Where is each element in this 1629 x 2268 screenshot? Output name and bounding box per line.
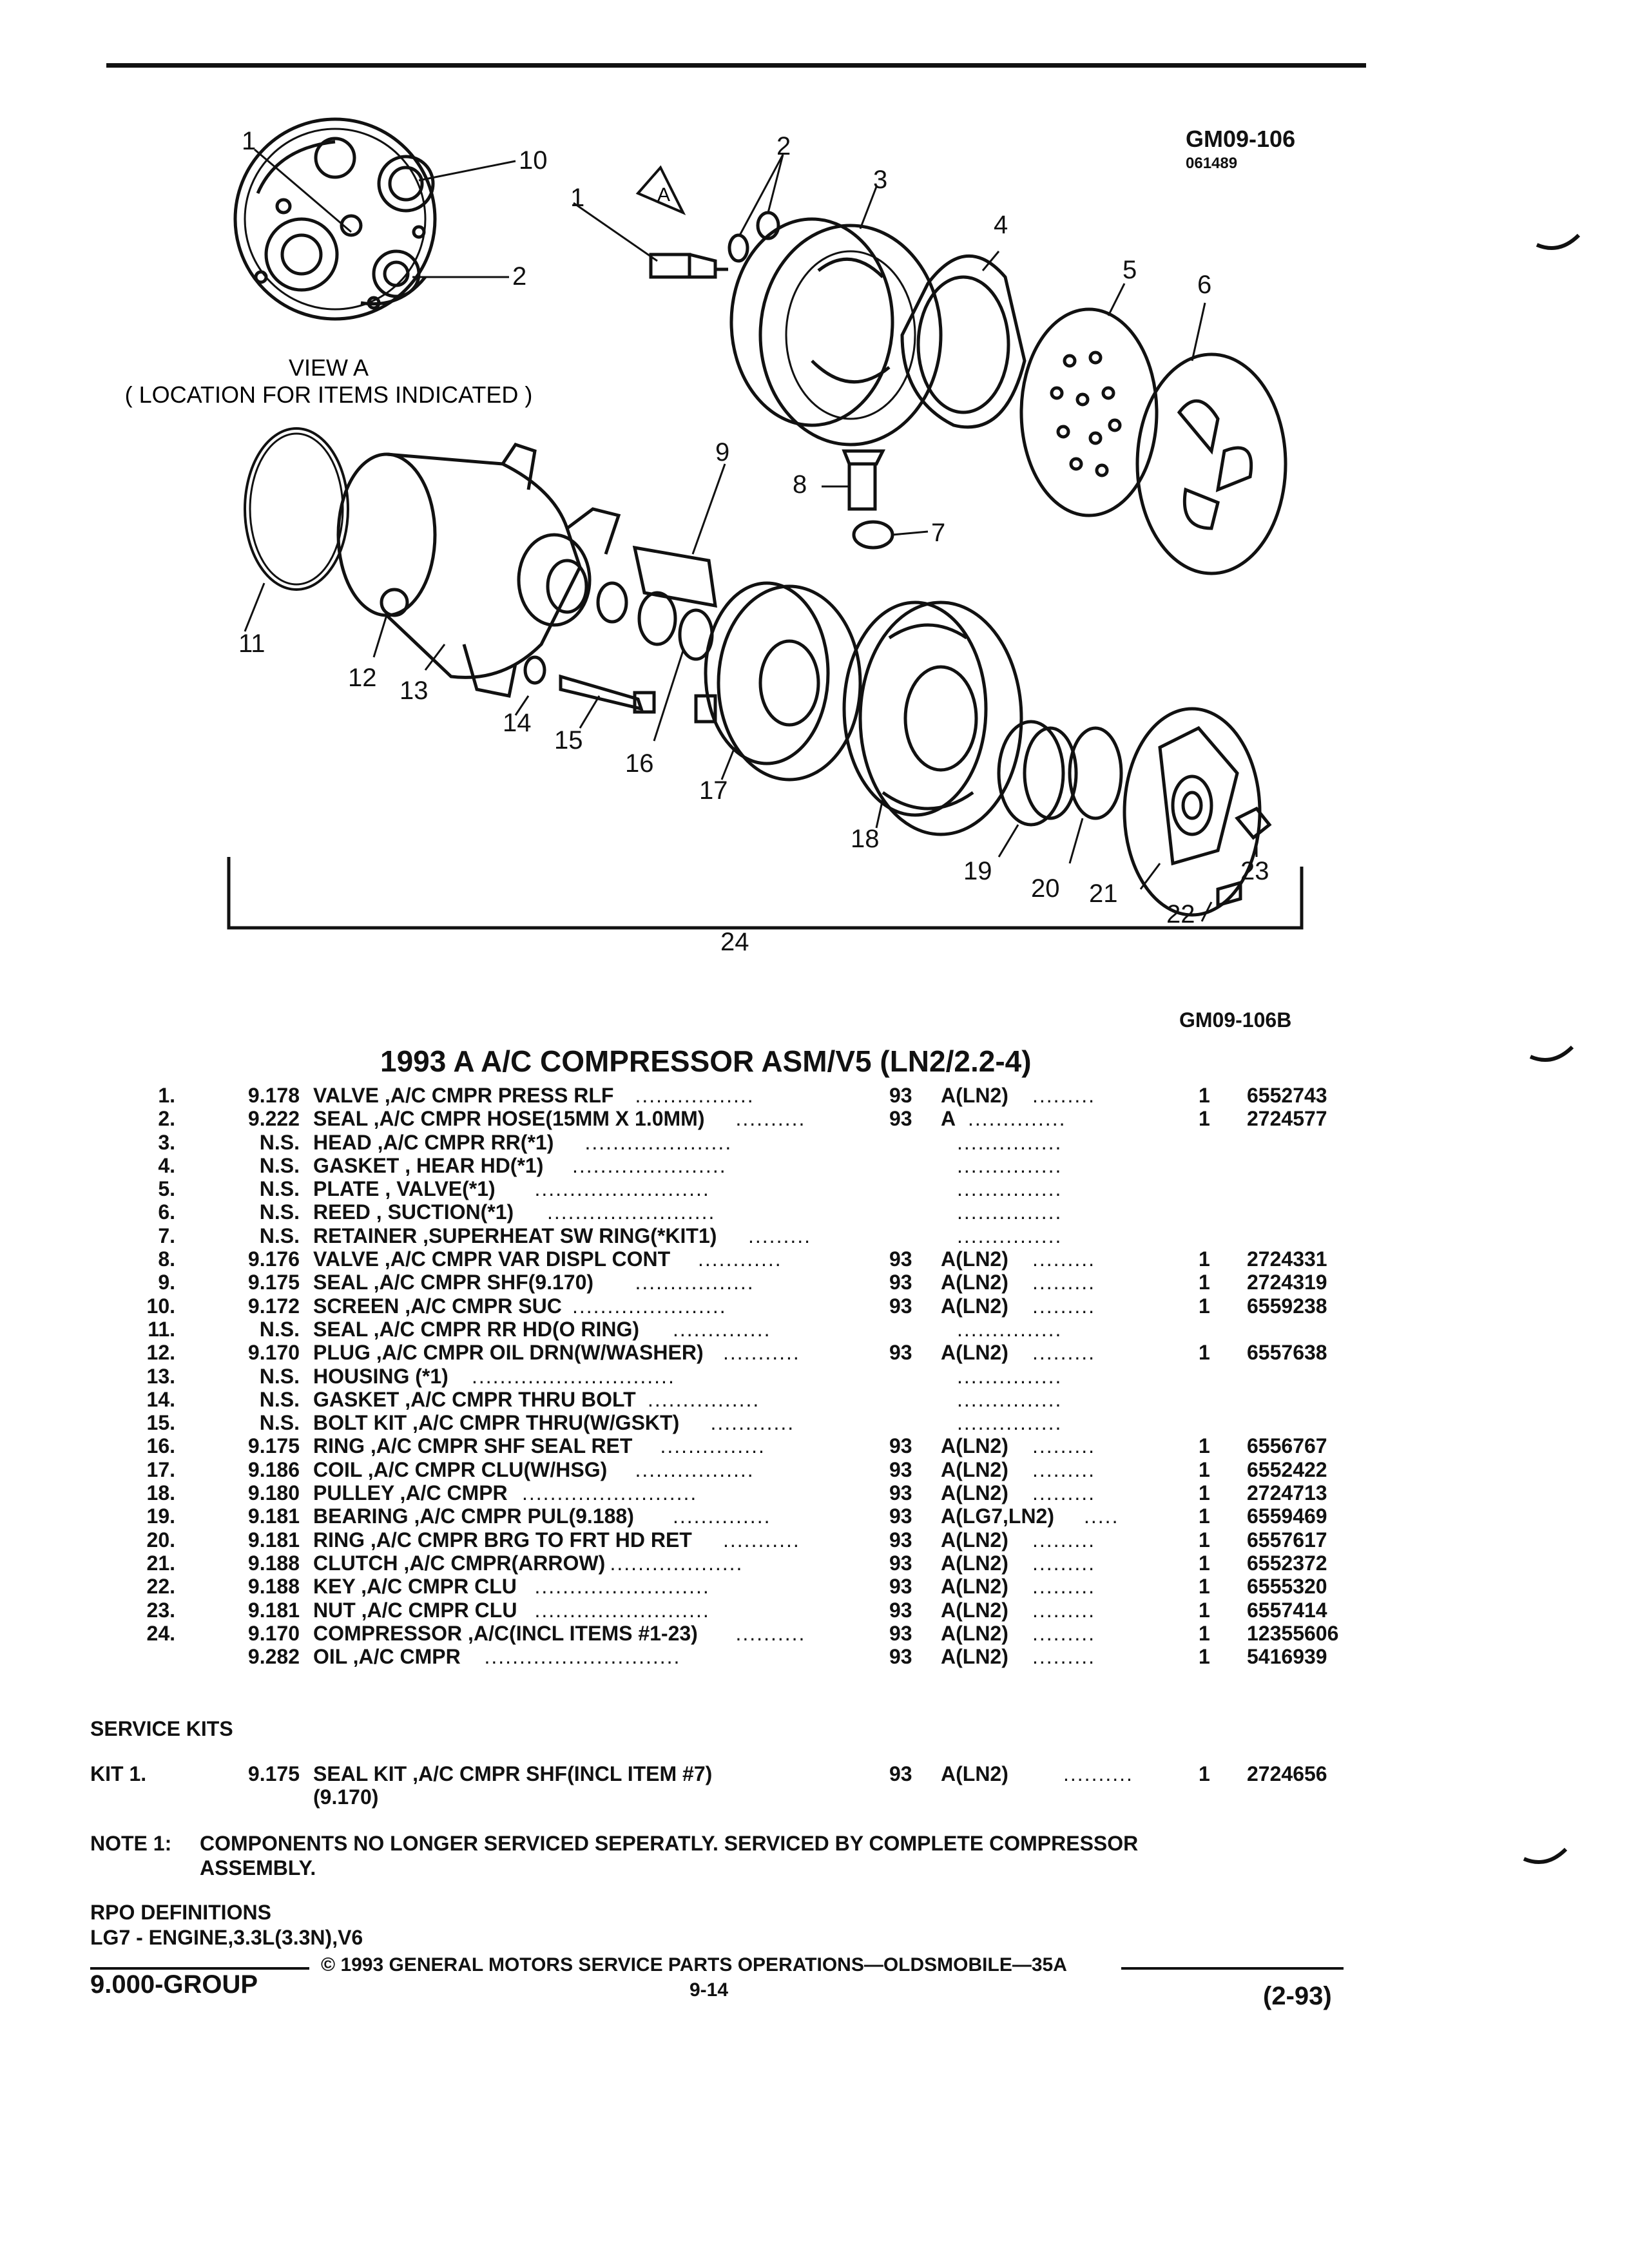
part-application: A(LN2) <box>941 1457 1008 1481</box>
part-quantity: 1 <box>1199 1271 1210 1294</box>
part-row <box>97 1575 1385 1598</box>
part-application: A(LN2) <box>941 1084 1008 1107</box>
part-row <box>97 1504 1385 1528</box>
part-year: 93 <box>889 1434 912 1458</box>
figure-code-b: GM09-106B <box>1179 1008 1292 1032</box>
description-leader: .......... <box>735 1621 806 1645</box>
application-leader: ......... <box>1032 1481 1096 1505</box>
view-a-caption-line2: ( LOCATION FOR ITEMS INDICATED ) <box>124 381 533 408</box>
kit-year: 93 <box>889 1762 912 1785</box>
part-quantity: 1 <box>1199 1575 1210 1599</box>
part-year: 93 <box>889 1598 912 1622</box>
part-item-number: 4. <box>158 1153 175 1177</box>
part-number: 6557414 <box>1247 1598 1327 1622</box>
part-description: COMPRESSOR ,A/C(INCL ITEMS #1-23) <box>313 1621 698 1645</box>
part-year: 93 <box>889 1247 912 1271</box>
description-leader: ......... <box>748 1224 812 1247</box>
part-row <box>97 1271 1385 1294</box>
application-leader: ............... <box>957 1317 1063 1341</box>
part-item-number: 6. <box>158 1200 175 1224</box>
callout-18: 18 <box>851 825 880 853</box>
part-group: N.S. <box>259 1411 300 1435</box>
description-leader: ......................... <box>534 1598 710 1622</box>
part-group: N.S. <box>259 1317 300 1341</box>
part-row <box>97 1177 1385 1200</box>
pulley-part <box>844 602 1021 834</box>
callout-3: 3 <box>873 166 888 194</box>
part-year: 93 <box>889 1084 912 1107</box>
part-row <box>97 1341 1385 1364</box>
clutch-coil-part <box>696 583 860 780</box>
part-quantity: 1 <box>1199 1504 1210 1528</box>
callout-14: 14 <box>503 709 532 737</box>
footer-rule-right <box>1121 1967 1344 1970</box>
part-number: 5416939 <box>1247 1645 1327 1669</box>
part-description: VALVE ,A/C CMPR VAR DISPL CONT <box>313 1247 671 1271</box>
part-group: 9.282 <box>247 1645 300 1669</box>
part-group: 9.175 <box>247 1271 300 1294</box>
part-group: 9.178 <box>247 1084 300 1107</box>
part-application: A(LN2) <box>941 1528 1008 1552</box>
part-year: 93 <box>889 1551 912 1575</box>
callout-2a: 2 <box>512 262 527 291</box>
part-item-number: 8. <box>158 1247 175 1271</box>
callout-13: 13 <box>400 677 429 705</box>
part-application: A(LN2) <box>941 1621 1008 1645</box>
note-line-2: ASSEMBLY. <box>200 1856 316 1879</box>
application-leader: ......... <box>1032 1457 1096 1481</box>
part-group: N.S. <box>259 1387 300 1411</box>
part-item-number: 1. <box>158 1084 175 1107</box>
part-item-number: 12. <box>146 1341 175 1365</box>
part-item-number: 14. <box>146 1387 175 1411</box>
part-number: 2724331 <box>1247 1247 1327 1271</box>
callout-12: 12 <box>348 664 377 692</box>
part-description: SCREEN ,A/C CMPR SUC <box>313 1294 562 1318</box>
part-number: 6557617 <box>1247 1528 1327 1552</box>
part-group: N.S. <box>259 1364 300 1388</box>
part-description: HOUSING (*1) <box>313 1364 448 1388</box>
kit-application: A(LN2) <box>941 1762 1008 1785</box>
description-leader: ........... <box>723 1341 800 1365</box>
footer-rule-left <box>90 1967 309 1970</box>
kit-description-cont: (9.170) <box>313 1785 379 1809</box>
compressor-housing-part <box>338 445 619 696</box>
part-group: 9.222 <box>247 1107 300 1131</box>
part-application: A(LN2) <box>941 1575 1008 1599</box>
part-year: 93 <box>889 1107 912 1131</box>
callout-11: 11 <box>238 629 265 658</box>
callout-4: 4 <box>994 211 1008 239</box>
application-leader: ......... <box>1032 1341 1096 1365</box>
figure-code: GM09-106 <box>1186 126 1296 152</box>
part-year: 93 <box>889 1621 912 1645</box>
part-item-number: 5. <box>158 1177 175 1201</box>
kit-group: 9.175 <box>247 1762 300 1785</box>
part-description: SEAL ,A/C CMPR RR HD(O RING) <box>313 1317 640 1341</box>
kit-part-number: 2724656 <box>1247 1762 1327 1785</box>
view-a-caption-line1: VIEW A <box>288 354 369 381</box>
application-leader: ......... <box>1032 1434 1096 1458</box>
part-row <box>97 1528 1385 1552</box>
callout-8: 8 <box>793 470 807 499</box>
part-group: 9.181 <box>247 1504 300 1528</box>
description-leader: ............... <box>660 1434 766 1458</box>
gasket-part <box>902 251 1025 427</box>
kit-quantity: 1 <box>1199 1762 1210 1785</box>
part-item-number: 21. <box>146 1551 175 1575</box>
part-item-number: 19. <box>146 1504 175 1528</box>
part-group: N.S. <box>259 1200 300 1224</box>
figure-date-code: 061489 <box>1186 155 1238 172</box>
part-description: KEY ,A/C CMPR CLU <box>313 1575 517 1599</box>
part-row <box>97 1247 1385 1271</box>
part-year: 93 <box>889 1481 912 1505</box>
part-group: 9.181 <box>247 1528 300 1552</box>
description-leader: ..................... <box>584 1130 733 1154</box>
part-description: PLUG ,A/C CMPR OIL DRN(W/WASHER) <box>313 1341 704 1365</box>
application-leader: ..... <box>1084 1504 1119 1528</box>
part-year: 93 <box>889 1457 912 1481</box>
application-leader: ............... <box>957 1177 1063 1201</box>
page-title: 1993 A A/C COMPRESSOR ASM/V5 (LN2/2.2-4) <box>380 1044 1032 1078</box>
part-item-number: 20. <box>146 1528 175 1552</box>
part-description: RING ,A/C CMPR BRG TO FRT HD RET <box>313 1528 692 1552</box>
part-group: N.S. <box>259 1177 300 1201</box>
part-number: 2724713 <box>1247 1481 1327 1505</box>
service-kits-heading: SERVICE KITS <box>90 1717 233 1740</box>
description-leader: ........................ <box>547 1200 716 1224</box>
scan-mark-2 <box>1527 1037 1579 1076</box>
part-description: GASKET , HEAR HD(*1) <box>313 1153 544 1177</box>
application-leader: ......... <box>1032 1621 1096 1645</box>
part-row <box>97 1388 1385 1411</box>
application-leader: ......... <box>1032 1598 1096 1622</box>
part-group: 9.176 <box>247 1247 300 1271</box>
description-leader: ............ <box>698 1247 782 1271</box>
part-description: GASKET ,A/C CMPR THRU BOLT <box>313 1387 636 1411</box>
application-leader: ............... <box>957 1153 1063 1177</box>
exploded-parts-diagram <box>0 0 1629 1005</box>
part-row <box>97 1622 1385 1645</box>
part-description: BOLT KIT ,A/C CMPR THRU(W/GSKT) <box>313 1411 680 1435</box>
part-row <box>97 1552 1385 1575</box>
description-leader: ......................... <box>522 1481 698 1505</box>
part-group: N.S. <box>259 1153 300 1177</box>
description-leader: .............. <box>673 1504 771 1528</box>
part-year: 93 <box>889 1528 912 1552</box>
part-number: 6555320 <box>1247 1575 1327 1599</box>
part-description: BEARING ,A/C CMPR PUL(9.188) <box>313 1504 634 1528</box>
part-item-number: 13. <box>146 1364 175 1388</box>
part-description: RING ,A/C CMPR SHF SEAL RET <box>313 1434 633 1458</box>
callout-6: 6 <box>1197 271 1212 299</box>
part-row <box>97 1084 1385 1107</box>
relief-valve-part <box>574 203 728 277</box>
part-row <box>97 1458 1385 1481</box>
description-leader: ......................... <box>534 1575 710 1599</box>
application-leader: ............... <box>957 1364 1063 1388</box>
application-leader: ............... <box>957 1224 1063 1247</box>
part-quantity: 1 <box>1199 1434 1210 1458</box>
part-application: A(LN2) <box>941 1294 1008 1318</box>
part-quantity: 1 <box>1199 1551 1210 1575</box>
part-item-number: 9. <box>158 1271 175 1294</box>
part-application: A(LN2) <box>941 1341 1008 1365</box>
part-application: A(LN2) <box>941 1434 1008 1458</box>
part-number: 6557638 <box>1247 1341 1327 1365</box>
application-leader: ......... <box>1032 1528 1096 1552</box>
description-leader: ................. <box>635 1084 755 1107</box>
application-leader: ......... <box>1032 1645 1096 1669</box>
part-year: 93 <box>889 1341 912 1365</box>
part-application: A <box>941 1107 956 1131</box>
callout-23: 23 <box>1240 857 1269 885</box>
callout-22: 22 <box>1166 900 1195 928</box>
part-item-number: 18. <box>146 1481 175 1505</box>
part-item-number: 11. <box>148 1317 175 1341</box>
part-description: NUT ,A/C CMPR CLU <box>313 1598 517 1622</box>
part-number: 12355606 <box>1247 1621 1339 1645</box>
part-group: 9.181 <box>247 1598 300 1622</box>
part-item-number: 7. <box>158 1224 175 1247</box>
suction-reed-part <box>1137 303 1286 573</box>
part-item-number: 24. <box>146 1621 175 1645</box>
part-application: A(LN2) <box>941 1645 1008 1669</box>
callout-10: 10 <box>519 146 548 175</box>
callout-2: 2 <box>776 132 791 160</box>
part-row <box>97 1107 1385 1130</box>
part-item-number: 23. <box>146 1598 175 1622</box>
part-row <box>97 1645 1385 1668</box>
part-row <box>97 1481 1385 1504</box>
part-number: 6559469 <box>1247 1504 1327 1528</box>
application-leader: ......... <box>1032 1271 1096 1294</box>
part-description: SEAL ,A/C CMPR SHF(9.170) <box>313 1271 594 1294</box>
kit-leader: .......... <box>1063 1762 1133 1785</box>
footer-group: 9.000-GROUP <box>90 1970 258 1999</box>
part-description: REED , SUCTION(*1) <box>313 1200 514 1224</box>
part-item-number: 10. <box>146 1294 175 1318</box>
application-leader: ............... <box>957 1200 1063 1224</box>
part-year: 93 <box>889 1294 912 1318</box>
part-item-number: 17. <box>146 1457 175 1481</box>
service-kit-row <box>90 1762 1385 1814</box>
description-leader: ...................... <box>572 1153 727 1177</box>
part-item-number: 22. <box>146 1575 175 1599</box>
application-leader: ............... <box>957 1130 1063 1154</box>
part-item-number: 15. <box>146 1411 175 1435</box>
rpo-heading: RPO DEFINITIONS <box>90 1901 271 1924</box>
description-leader: ......................... <box>534 1177 710 1201</box>
part-group: 9.175 <box>247 1434 300 1458</box>
footer-page-number: 9-14 <box>689 1979 729 2001</box>
part-application: A(LG7,LN2) <box>941 1504 1054 1528</box>
application-leader: .............. <box>968 1107 1066 1131</box>
callout-1: 1 <box>570 184 585 212</box>
description-leader: ............................ <box>484 1645 681 1669</box>
scan-mark-3 <box>1521 1840 1572 1878</box>
part-year: 93 <box>889 1504 912 1528</box>
part-row <box>97 1131 1385 1154</box>
part-description: RETAINER ,SUPERHEAT SW RING(*KIT1) <box>313 1224 717 1247</box>
application-leader: ............... <box>957 1411 1063 1435</box>
part-group: 9.172 <box>247 1294 300 1318</box>
part-description: SEAL ,A/C CMPR HOSE(15MM X 1.0MM) <box>313 1107 705 1131</box>
part-application: A(LN2) <box>941 1551 1008 1575</box>
part-number: 2724319 <box>1247 1271 1327 1294</box>
callout-7: 7 <box>931 519 946 547</box>
part-year: 93 <box>889 1575 912 1599</box>
rear-head-part <box>731 187 941 445</box>
callout-17: 17 <box>699 776 728 805</box>
note-label: NOTE 1: <box>90 1832 172 1855</box>
part-number: 6552372 <box>1247 1551 1327 1575</box>
part-row <box>97 1224 1385 1247</box>
part-group: 9.180 <box>247 1481 300 1505</box>
part-group: 9.188 <box>247 1575 300 1599</box>
part-quantity: 1 <box>1199 1621 1210 1645</box>
callout-9: 9 <box>715 438 730 466</box>
description-leader: ............ <box>710 1411 795 1435</box>
callout-20: 20 <box>1031 874 1060 903</box>
callout-21: 21 <box>1089 879 1118 908</box>
arrow-a-label: A <box>657 184 671 206</box>
part-number: 2724577 <box>1247 1107 1327 1131</box>
scan-mark-1 <box>1534 226 1585 264</box>
part-row <box>97 1411 1385 1434</box>
rpo-definition: LG7 - ENGINE,3.3L(3.3N),V6 <box>90 1926 363 1949</box>
part-year: 93 <box>889 1271 912 1294</box>
part-item-number: 3. <box>158 1130 175 1154</box>
application-leader: ......... <box>1032 1084 1096 1107</box>
description-leader: ...................... <box>572 1294 727 1318</box>
part-quantity: 1 <box>1199 1247 1210 1271</box>
description-leader: .............. <box>673 1317 771 1341</box>
part-description: HEAD ,A/C CMPR RR(*1) <box>313 1130 554 1154</box>
kit-number: KIT 1. <box>90 1762 147 1785</box>
callout-5: 5 <box>1123 256 1137 284</box>
footer-copyright: © 1993 GENERAL MOTORS SERVICE PARTS OPERATIONS—OLDSMOBILE—35A <box>321 1954 1067 1975</box>
valve-plate-part <box>1021 284 1157 515</box>
part-number: 6552422 <box>1247 1457 1327 1481</box>
part-application: A(LN2) <box>941 1247 1008 1271</box>
part-group: 9.186 <box>247 1457 300 1481</box>
part-group: 9.188 <box>247 1551 300 1575</box>
description-leader: ................. <box>635 1271 755 1294</box>
part-application: A(LN2) <box>941 1271 1008 1294</box>
part-quantity: 1 <box>1199 1528 1210 1552</box>
application-leader: ......... <box>1032 1247 1096 1271</box>
part-number: 6556767 <box>1247 1434 1327 1458</box>
parts-list <box>97 1084 1385 1668</box>
part-row <box>97 1599 1385 1622</box>
part-year: 93 <box>889 1645 912 1669</box>
part-row <box>97 1154 1385 1177</box>
part-description: PLATE , VALVE(*1) <box>313 1177 496 1201</box>
part-quantity: 1 <box>1199 1598 1210 1622</box>
part-row <box>97 1365 1385 1388</box>
part-description: VALVE ,A/C CMPR PRESS RLF <box>313 1084 614 1107</box>
part-number: 6559238 <box>1247 1294 1327 1318</box>
callout-24: 24 <box>720 928 749 956</box>
part-group: 9.170 <box>247 1341 300 1365</box>
part-description: COIL ,A/C CMPR CLU(W/HSG) <box>313 1457 608 1481</box>
part-group: 9.170 <box>247 1621 300 1645</box>
note-line-1: COMPONENTS NO LONGER SERVICED SEPERATLY. SERVICED BY COMPLETE COMPRESSOR <box>200 1832 1139 1855</box>
description-leader: ............................. <box>472 1364 675 1388</box>
part-quantity: 1 <box>1199 1645 1210 1669</box>
callout-1a: 1 <box>242 127 256 155</box>
part-application: A(LN2) <box>941 1481 1008 1505</box>
kit-description: SEAL KIT ,A/C CMPR SHF(INCL ITEM #7) <box>313 1762 713 1785</box>
description-leader: .......... <box>735 1107 806 1131</box>
part-group: N.S. <box>259 1224 300 1247</box>
application-leader: ......... <box>1032 1575 1096 1599</box>
part-number: 6552743 <box>1247 1084 1327 1107</box>
part-quantity: 1 <box>1199 1107 1210 1131</box>
part-description: OIL ,A/C CMPR <box>313 1645 461 1669</box>
application-leader: ......... <box>1032 1551 1096 1575</box>
part-quantity: 1 <box>1199 1341 1210 1365</box>
part-description: PULLEY ,A/C CMPR <box>313 1481 508 1505</box>
part-description: CLUTCH ,A/C CMPR(ARROW) <box>313 1551 606 1575</box>
description-leader: ........... <box>723 1528 800 1552</box>
callout-16: 16 <box>625 749 654 778</box>
callout-15: 15 <box>554 726 583 754</box>
description-leader: ................... <box>610 1551 744 1575</box>
application-leader: ............... <box>957 1387 1063 1411</box>
part-row <box>97 1200 1385 1224</box>
callout-19: 19 <box>963 857 992 885</box>
application-leader: ......... <box>1032 1294 1096 1318</box>
part-quantity: 1 <box>1199 1481 1210 1505</box>
part-quantity: 1 <box>1199 1084 1210 1107</box>
part-row <box>97 1318 1385 1341</box>
part-application: A(LN2) <box>941 1598 1008 1622</box>
description-leader: ................ <box>648 1387 760 1411</box>
part-group: N.S. <box>259 1130 300 1154</box>
description-leader: ................. <box>635 1457 755 1481</box>
part-quantity: 1 <box>1199 1294 1210 1318</box>
part-quantity: 1 <box>1199 1457 1210 1481</box>
part-item-number: 2. <box>158 1107 175 1131</box>
part-row <box>97 1434 1385 1457</box>
footer-date: (2-93) <box>1263 1982 1332 2010</box>
part-row <box>97 1294 1385 1318</box>
part-item-number: 16. <box>146 1434 175 1458</box>
